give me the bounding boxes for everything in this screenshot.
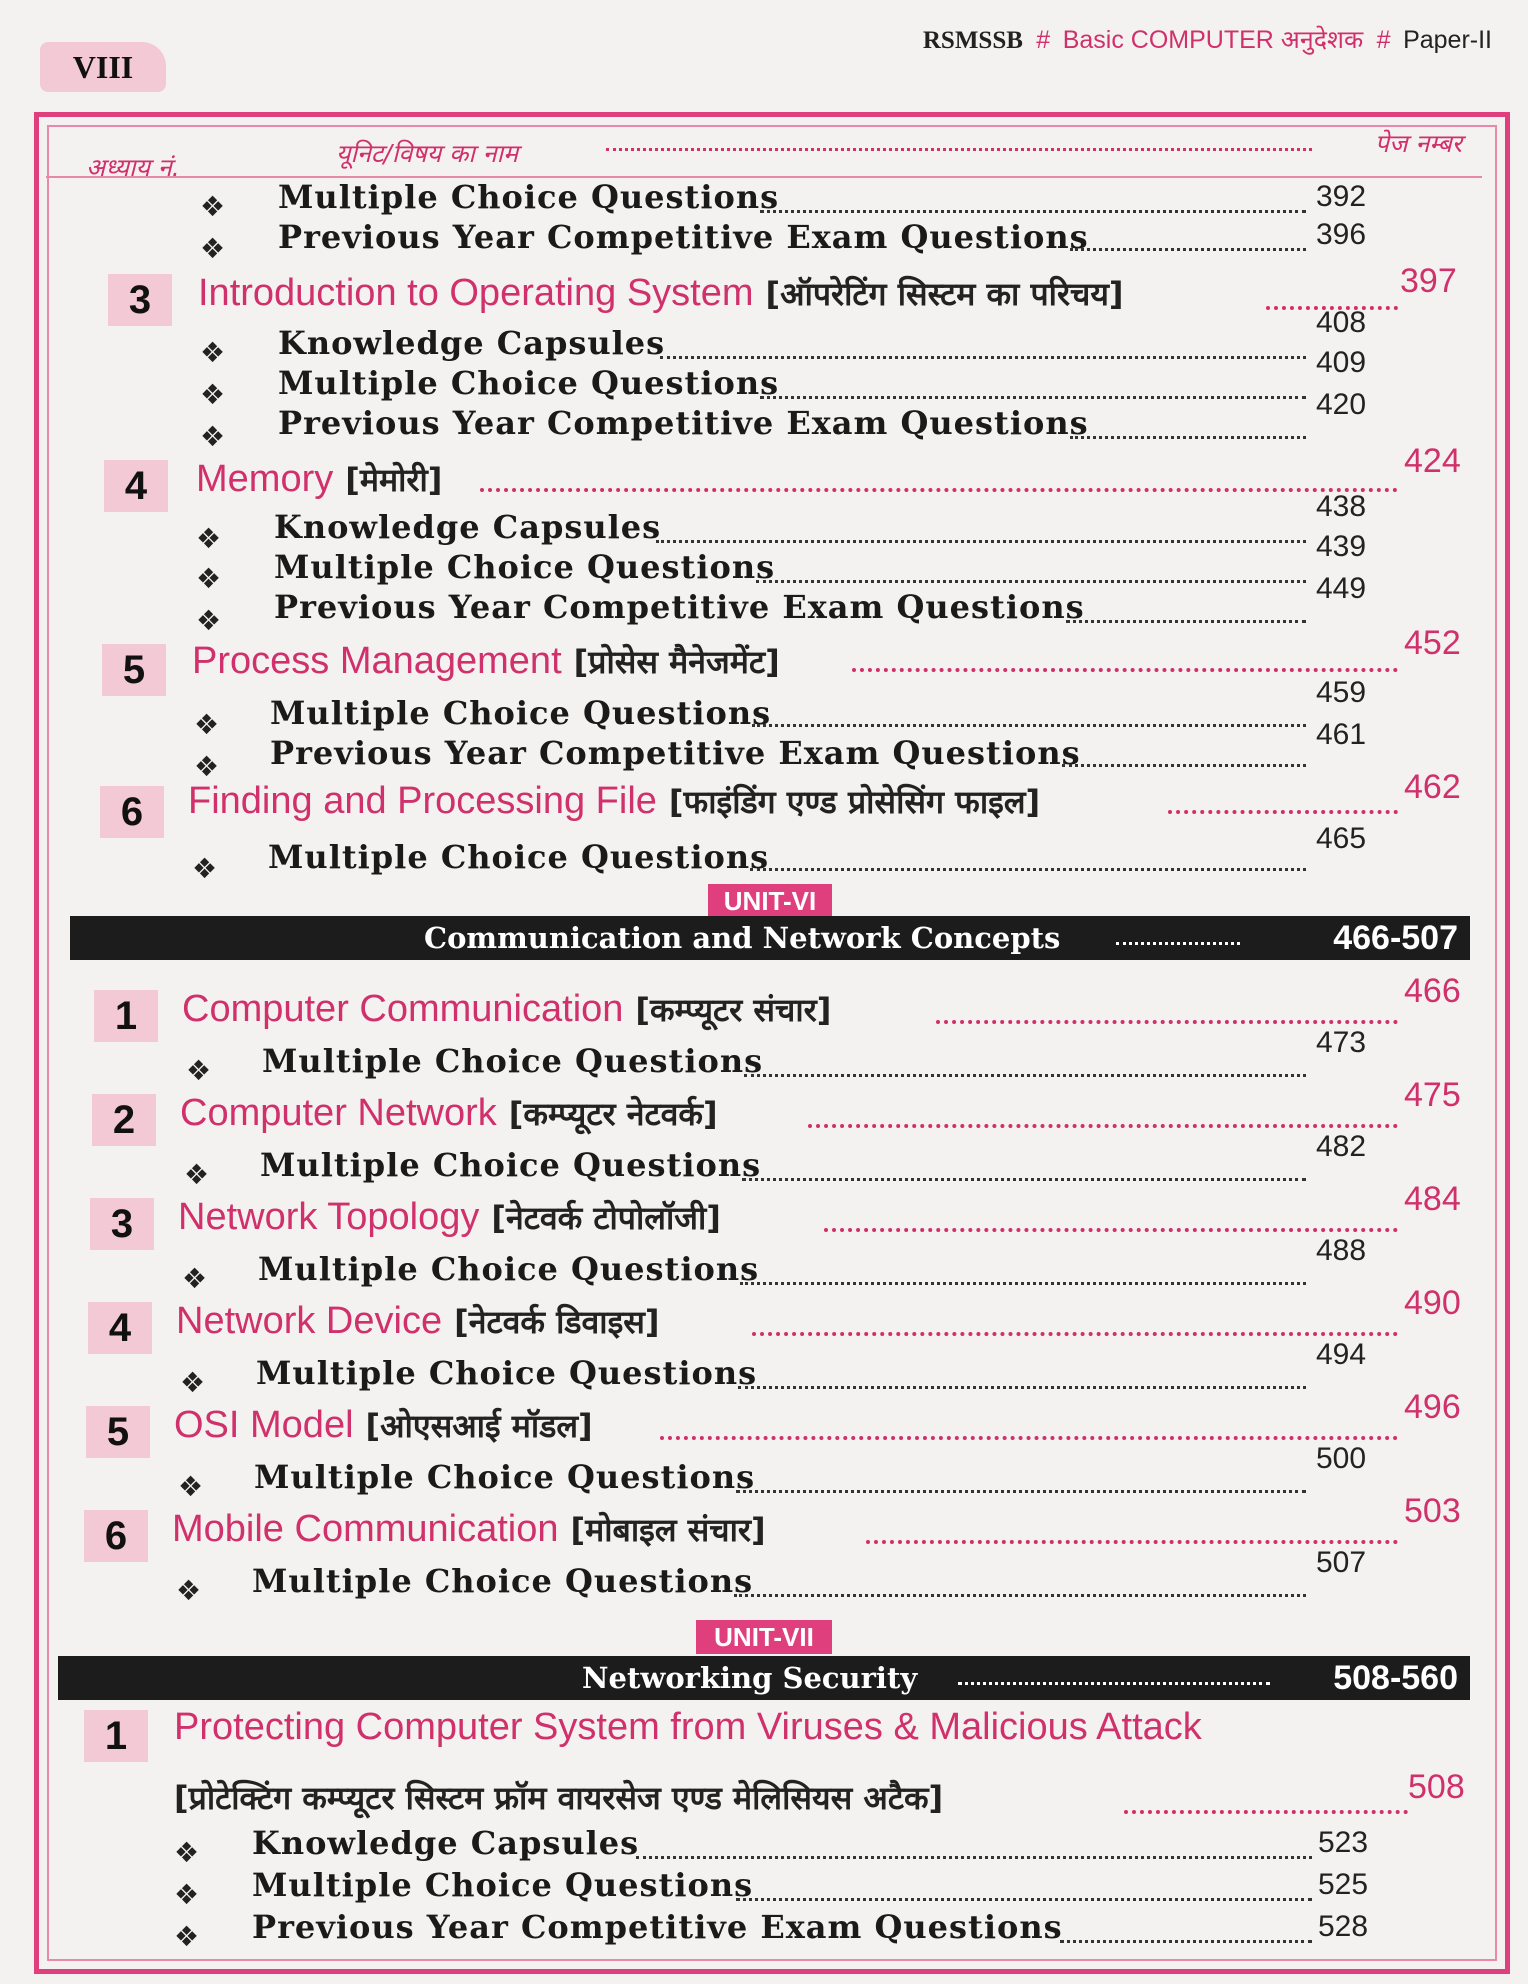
chapter-page: 484 (1404, 1180, 1461, 1218)
entry-page: 488 (1316, 1234, 1367, 1267)
entry-page: 482 (1316, 1130, 1367, 1163)
chapter-title: Network Topology [नेटवर्क टोपोलॉजी] (178, 1196, 721, 1238)
chapter-title: Network Device [नेटवर्क डिवाइस] (176, 1300, 660, 1342)
bullet-icon: ❖ (180, 1366, 206, 1399)
bullet-icon: ❖ (174, 1920, 200, 1953)
header-paper: Paper-II (1403, 26, 1492, 54)
chapter-page: 462 (1404, 768, 1461, 806)
bullet-icon: ❖ (200, 190, 226, 223)
unit-page-range: 466-507 (1333, 918, 1458, 957)
chapter-title: Memory [मेमोरी] (196, 458, 443, 500)
entry-page: 494 (1316, 1338, 1367, 1371)
bullet-icon: ❖ (174, 1878, 200, 1911)
entry-label: Previous Year Competitive Exam Questions (274, 588, 1085, 626)
bullet-icon: ❖ (200, 420, 226, 453)
entry-page: 439 (1316, 530, 1367, 563)
chapter-number: 4 (104, 460, 168, 512)
bullet-icon: ❖ (176, 1574, 202, 1607)
entry-label: Previous Year Competitive Exam Questions (270, 734, 1081, 772)
header-publisher: RSMSSB (922, 27, 1023, 54)
entry-page: 528 (1318, 1910, 1369, 1943)
chapter-page: 397 (1400, 262, 1457, 300)
entry-page: 459 (1316, 676, 1367, 709)
entry-page: 438 (1316, 490, 1367, 523)
bullet-icon: ❖ (196, 562, 222, 595)
entry-label: Multiple Choice Questions (260, 1146, 762, 1184)
entry-label: Multiple Choice Questions (252, 1866, 754, 1904)
chapter-page: 490 (1404, 1284, 1461, 1322)
chapter-page: 508 (1408, 1768, 1465, 1806)
unit-badge: UNIT-VII (696, 1620, 832, 1654)
chapter-title: Protecting Computer System from Viruses & Malicious Attack (174, 1706, 1202, 1748)
entry-page: 396 (1316, 218, 1367, 251)
bullet-icon: ❖ (184, 1158, 210, 1191)
entry-label: Previous Year Competitive Exam Questions (252, 1908, 1063, 1946)
entry-label: Multiple Choice Questions (256, 1354, 758, 1392)
entry-page: 525 (1318, 1868, 1369, 1901)
entry-page: 523 (1318, 1826, 1369, 1859)
chapter-number: 5 (86, 1406, 150, 1458)
bullet-icon: ❖ (196, 604, 222, 637)
chapter-page: 452 (1404, 624, 1461, 662)
entry-page: 449 (1316, 572, 1367, 605)
entry-page: 507 (1316, 1546, 1367, 1579)
chapter-number: 6 (84, 1510, 148, 1562)
chapter-number: 3 (90, 1198, 154, 1250)
bullet-icon: ❖ (200, 336, 226, 369)
unit-bar[interactable] (58, 1656, 1470, 1700)
bullet-icon: ❖ (200, 232, 226, 265)
chapter-page: 475 (1404, 1076, 1461, 1114)
entry-page: 408 (1316, 306, 1367, 339)
entry-label: Knowledge Capsules (278, 324, 666, 362)
unit-name: Communication and Network Concepts (424, 921, 1061, 955)
entry-page: 392 (1316, 180, 1367, 213)
bullet-icon: ❖ (200, 378, 226, 411)
header-subject: Basic COMPUTER अनुदेशक (1062, 26, 1364, 54)
entry-page: 420 (1316, 388, 1367, 421)
column-unit-title: यूनिट/विषय का नाम (336, 139, 519, 168)
chapter-title: Finding and Processing File [फाइंडिंग एण्ड प्रोसेसिंग फाइल] (188, 780, 1041, 822)
chapter-number: 3 (108, 274, 172, 326)
bullet-icon: ❖ (196, 522, 222, 555)
entry-page: 409 (1316, 346, 1367, 379)
entry-label: Multiple Choice Questions (252, 1562, 754, 1600)
entry-label: Multiple Choice Questions (268, 838, 770, 876)
unit-name: Networking Security (582, 1661, 918, 1695)
column-chapter-no: अध्याय नं. (86, 153, 180, 182)
chapter-number: 1 (84, 1710, 148, 1762)
chapter-title: Computer Communication [कम्प्यूटर संचार] (182, 988, 832, 1030)
entry-label: Previous Year Competitive Exam Questions (278, 404, 1089, 442)
bullet-icon: ❖ (174, 1836, 200, 1869)
chapter-hindi-title: [प्रोटेक्टिंग कम्प्यूटर सिस्टम फ्रॉम वायरसेज एण्ड मेलिसियस अटैक] (174, 1779, 944, 1817)
bullet-icon: ❖ (192, 852, 218, 885)
bullet-icon: ❖ (194, 708, 220, 741)
entry-page: 465 (1316, 822, 1367, 855)
unit-badge: UNIT-VI (708, 884, 832, 918)
entry-label: Multiple Choice Questions (274, 548, 776, 586)
entry-label: Multiple Choice Questions (278, 364, 780, 402)
entry-label: Knowledge Capsules (274, 508, 662, 546)
chapter-title: OSI Model [ओएसआई मॉडल] (174, 1404, 593, 1446)
chapter-title: Computer Network [कम्प्यूटर नेटवर्क] (180, 1092, 718, 1134)
chapter-number: 6 (100, 786, 164, 838)
chapter-number: 4 (88, 1302, 152, 1354)
entry-page: 473 (1316, 1026, 1367, 1059)
unit-bar[interactable] (70, 916, 1470, 960)
entry-label: Multiple Choice Questions (262, 1042, 764, 1080)
bullet-icon: ❖ (194, 750, 220, 783)
entry-page: 461 (1316, 718, 1367, 751)
entry-label: Multiple Choice Questions (254, 1458, 756, 1496)
column-page-no: पेज नम्बर (1374, 129, 1462, 158)
unit-page-range: 508-560 (1333, 1658, 1458, 1697)
chapter-number: 2 (92, 1094, 156, 1146)
chapter-title: Process Management [प्रोसेस मैनेजमेंट] (192, 640, 780, 682)
chapter-page: 466 (1404, 972, 1461, 1010)
running-header (923, 22, 1492, 56)
header-separator: # (1035, 26, 1050, 54)
chapter-page: 424 (1404, 442, 1461, 480)
chapter-title: Mobile Communication [मोबाइल संचार] (172, 1508, 766, 1550)
entry-label: Previous Year Competitive Exam Questions (278, 218, 1089, 256)
bullet-icon: ❖ (182, 1262, 208, 1295)
entry-label: Multiple Choice Questions (258, 1250, 760, 1288)
chapter-page: 503 (1404, 1492, 1461, 1530)
bullet-icon: ❖ (186, 1054, 212, 1087)
entry-label: Knowledge Capsules (252, 1824, 640, 1862)
entry-page: 500 (1316, 1442, 1367, 1475)
header-separator-2: # (1376, 26, 1391, 54)
entry-label: Multiple Choice Questions (278, 178, 780, 216)
page-number-tab: VIII (40, 42, 166, 92)
chapter-page: 496 (1404, 1388, 1461, 1426)
chapter-number: 1 (94, 990, 158, 1042)
bullet-icon: ❖ (178, 1470, 204, 1503)
entry-label: Multiple Choice Questions (270, 694, 772, 732)
chapter-title: Introduction to Operating System [ऑपरेटिंग सिस्टम का परिचय] (198, 272, 1124, 314)
chapter-number: 5 (102, 644, 166, 696)
